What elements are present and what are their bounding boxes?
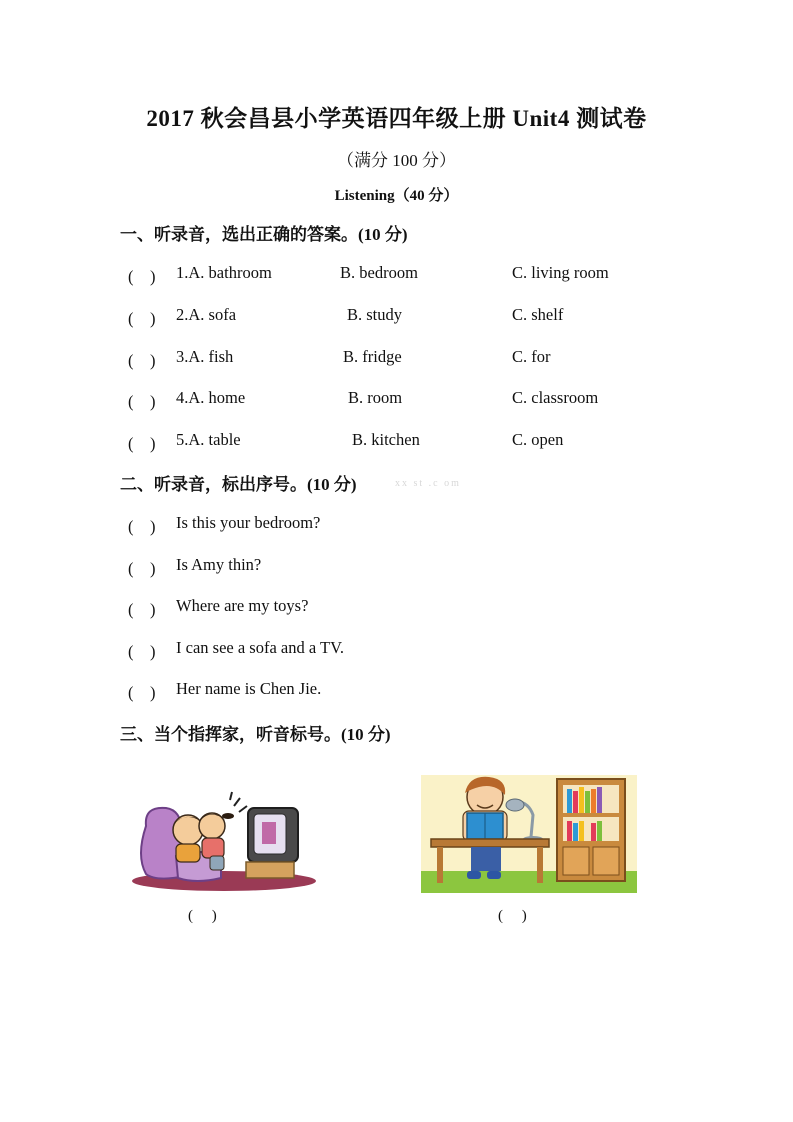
- option-b: B. room: [348, 388, 403, 407]
- answer-blank[interactable]: ( ): [128, 267, 156, 286]
- sentence: Where are my toys?: [176, 596, 309, 615]
- answer-blank[interactable]: ( ): [128, 309, 156, 328]
- option-b: B. study: [347, 305, 403, 324]
- picture1-answer-blank[interactable]: ( ): [188, 908, 217, 924]
- sentence: Her name is Chen Jie.: [176, 679, 322, 698]
- option-c: C. classroom: [512, 388, 599, 407]
- page-title: 2017 秋会昌县小学英语四年级上册 Unit4 测试卷: [146, 106, 647, 131]
- answer-blank[interactable]: ( ): [128, 351, 156, 370]
- option-c: C. open: [512, 430, 564, 449]
- listening-heading: Listening（40 分）: [334, 188, 459, 204]
- option-b: B. kitchen: [352, 430, 420, 449]
- option-a: 2.A. sofa: [176, 305, 237, 324]
- answer-blank[interactable]: ( ): [128, 434, 156, 453]
- section1-heading: 一、听录音，选出正确的答案。(10 分): [120, 225, 408, 244]
- answer-blank[interactable]: ( ): [128, 683, 156, 702]
- watermark-text: xx st .c om: [395, 478, 461, 489]
- sentence: I can see a sofa and a TV.: [176, 638, 344, 657]
- option-c: C. for: [512, 347, 551, 366]
- answer-blank[interactable]: ( ): [128, 600, 156, 619]
- option-b: B. bedroom: [340, 263, 418, 282]
- option-a: 5.A. table: [176, 430, 241, 449]
- section3-heading: 三、当个指挥家，听音标号。(10 分): [120, 725, 391, 744]
- kids-watching-tv-illustration: [126, 786, 318, 894]
- option-a: 4.A. home: [176, 388, 246, 407]
- option-c: C. living room: [512, 263, 609, 282]
- sentence: Is this your bedroom?: [176, 513, 321, 532]
- option-a: 1.A. bathroom: [176, 263, 272, 282]
- boy-reading-at-desk-illustration: [421, 775, 637, 893]
- picture2-answer-blank[interactable]: ( ): [498, 908, 527, 924]
- option-b: B. fridge: [343, 347, 402, 366]
- answer-blank[interactable]: ( ): [128, 559, 156, 578]
- full-score-note: （满分 100 分）: [337, 151, 456, 170]
- option-a: 3.A. fish: [176, 347, 234, 366]
- sentence: Is Amy thin?: [176, 555, 262, 574]
- answer-blank[interactable]: ( ): [128, 517, 156, 536]
- section2-heading: 二、听录音，标出序号。(10 分): [120, 475, 357, 494]
- option-c: C. shelf: [512, 305, 564, 324]
- answer-blank[interactable]: ( ): [128, 642, 156, 661]
- answer-blank[interactable]: ( ): [128, 392, 156, 411]
